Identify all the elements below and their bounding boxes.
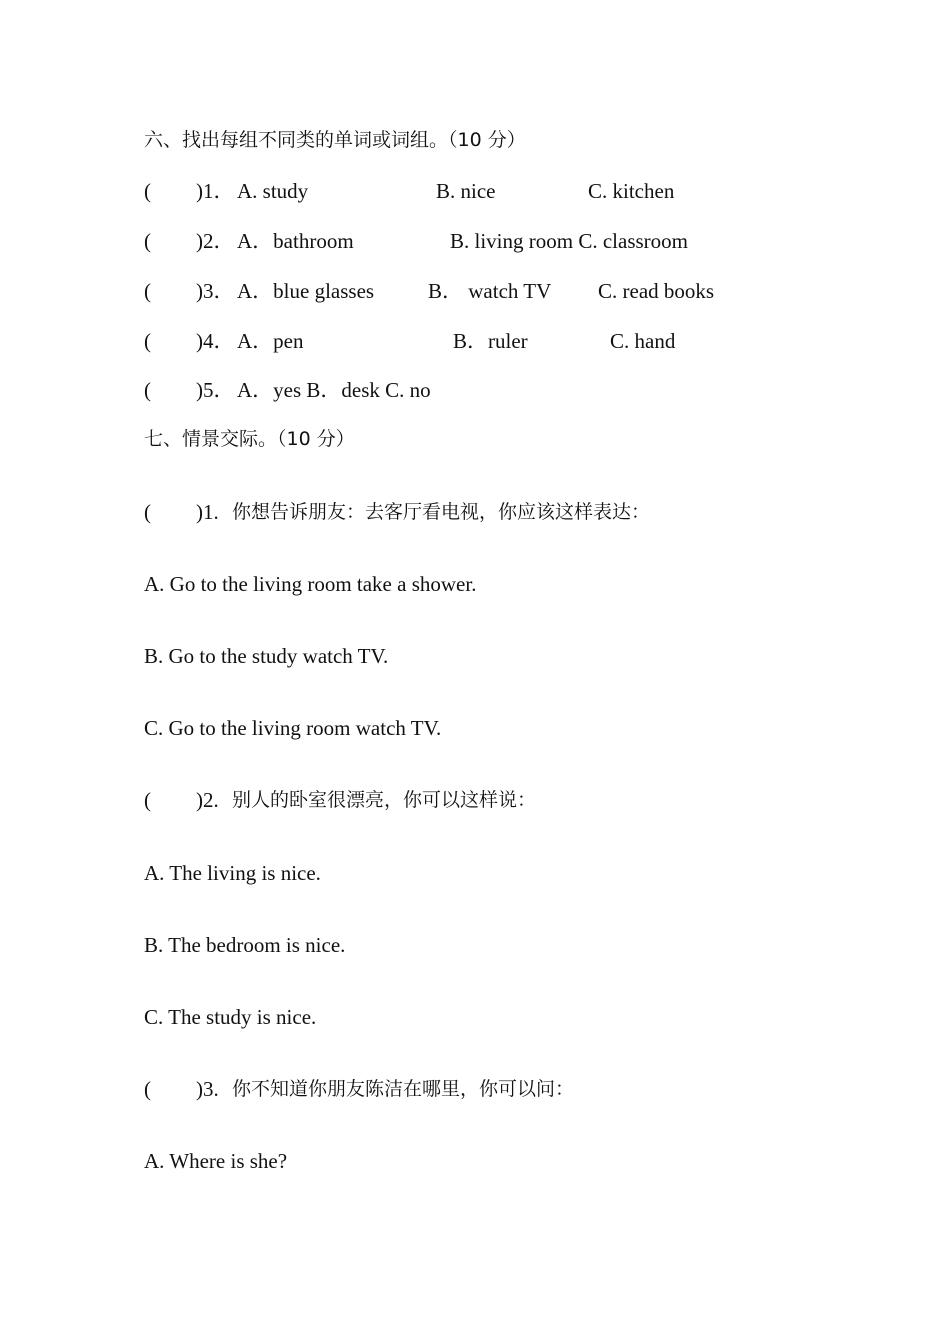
option-a: A．yes B．desk C. no xyxy=(237,378,431,402)
answer-blank-open[interactable]: ( xyxy=(144,1077,151,1101)
option-b: B. Go to the study watch TV. xyxy=(144,644,389,668)
option-c: C. read books xyxy=(598,279,715,303)
question-number: )5． xyxy=(196,378,235,402)
question-prompt: 你想告诉朋友：去客厅看电视，你应该这样表达： xyxy=(232,501,651,523)
option-b: B. The bedroom is nice. xyxy=(144,933,346,957)
option-a: A. Where is she? xyxy=(144,1149,288,1173)
answer-blank-open[interactable]: ( xyxy=(144,279,151,303)
question-number: )2. xyxy=(196,788,219,812)
question-prompt: 你不知道你朋友陈洁在哪里，你可以问： xyxy=(232,1078,575,1100)
answer-blank-open[interactable]: ( xyxy=(144,329,151,353)
section-6-title: 六、找出每组不同类的单词或词组。（10 分） xyxy=(144,129,526,151)
question-number: )4． xyxy=(196,329,235,353)
option-a: A. study xyxy=(237,179,309,203)
question-number: )3． xyxy=(196,279,235,303)
option-c: C. The study is nice. xyxy=(144,1005,317,1029)
question-prompt: 别人的卧室很漂亮，你可以这样说： xyxy=(232,789,537,811)
option-c: C. Go to the living room watch TV. xyxy=(144,716,442,740)
option-a: A．blue glasses xyxy=(237,279,375,303)
option-b: B. nice xyxy=(436,179,496,203)
answer-blank-open[interactable]: ( xyxy=(144,179,151,203)
option-a: A．pen xyxy=(237,329,304,353)
answer-blank-open[interactable]: ( xyxy=(144,229,151,253)
option-b: B． watch TV xyxy=(428,279,552,303)
answer-blank-open[interactable]: ( xyxy=(144,500,151,524)
option-c: C. kitchen xyxy=(588,179,675,203)
question-number: )2． xyxy=(196,229,235,253)
option-b: B．ruler xyxy=(453,329,528,353)
option-c: C. hand xyxy=(610,329,676,353)
question-number: )1． xyxy=(196,179,235,203)
option-a: A．bathroom xyxy=(237,229,354,253)
answer-blank-open[interactable]: ( xyxy=(144,378,151,402)
question-number: )3. xyxy=(196,1077,219,1101)
option-b: B. living room C. classroom xyxy=(450,229,688,253)
answer-blank-open[interactable]: ( xyxy=(144,788,151,812)
option-a: A. Go to the living room take a shower. xyxy=(144,572,477,596)
option-a: A. The living is nice. xyxy=(144,861,321,885)
section-7-title: 七、情景交际。（10 分） xyxy=(144,428,355,450)
question-number: )1. xyxy=(196,500,219,524)
